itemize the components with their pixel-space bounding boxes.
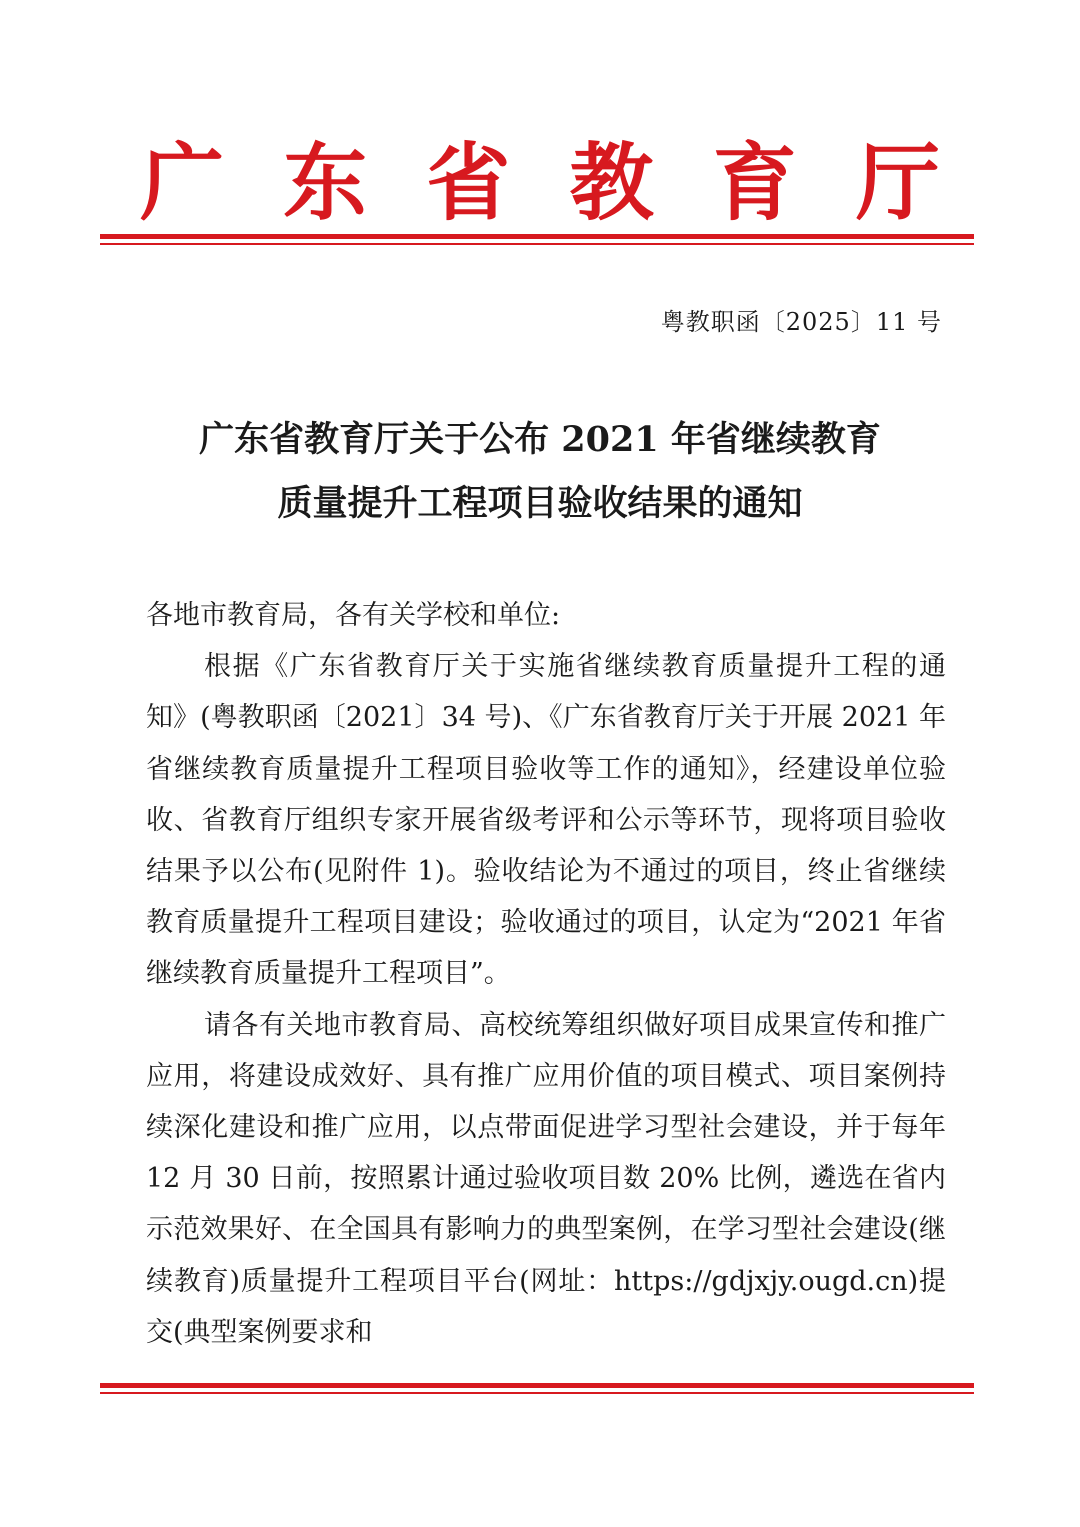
body-paragraph-1: 根据《广东省教育厅关于实施省继续教育质量提升工程的通知》(粤教职函〔2021〕34 号)、《广东省教育厅关于开展 2021 年省继续教育质量提升工程项目验收等工作的通知》，经建设单位验收、省教育厅组织专家开展省级考评和公示等环节，现将项目验收结果予以公布(见附件 1)。验收结论为不通过的项目，终止省继续教育质量提升工程项目建设；验收通过的项目，认定为“2021 年省继续教育质量提升工程项目”。 xyxy=(146,651,946,990)
document-title xyxy=(100,408,980,536)
document-number: 粤教职函〔2025〕11 号 xyxy=(660,308,942,336)
header-divider-thick xyxy=(100,234,974,239)
masthead-char: 省 xyxy=(426,133,511,232)
document-body xyxy=(146,590,946,1358)
body-paragraph-2: 请各有关地市教育局、高校统筹组织做好项目成果宣传和推广应用，将建设成效好、具有推广应用价值的项目模式、项目案例持续深化建设和推广应用，以点带面促进学习型社会建设，并于每年 12 月 30 日前，按照累计通过验收项目数 20% 比例，遴选在省内示范效果好、在全国具有影响力的典型案例，在学习型社会建设(继续教育)质量提升工程项目平台(网址：https://gdjxjy.ougd.cn)提交(典型案例要求和 xyxy=(146,1009,946,1348)
title-line-2: 质量提升工程项目验收结果的通知 xyxy=(277,483,803,524)
footer-divider-thick xyxy=(100,1383,974,1388)
masthead-char: 教 xyxy=(569,133,654,232)
masthead-char: 育 xyxy=(712,133,797,232)
masthead-char: 东 xyxy=(283,133,368,232)
masthead-char: 厅 xyxy=(855,133,940,232)
masthead-char: 广 xyxy=(140,133,225,232)
footer-divider-thin xyxy=(100,1392,974,1394)
title-line-1: 广东省教育厅关于公布 2021 年省继续教育 xyxy=(199,419,881,460)
salutation: 各地市教育局，各有关学校和单位: xyxy=(146,600,561,631)
header-divider-thin xyxy=(100,243,974,245)
masthead-title xyxy=(140,133,940,232)
